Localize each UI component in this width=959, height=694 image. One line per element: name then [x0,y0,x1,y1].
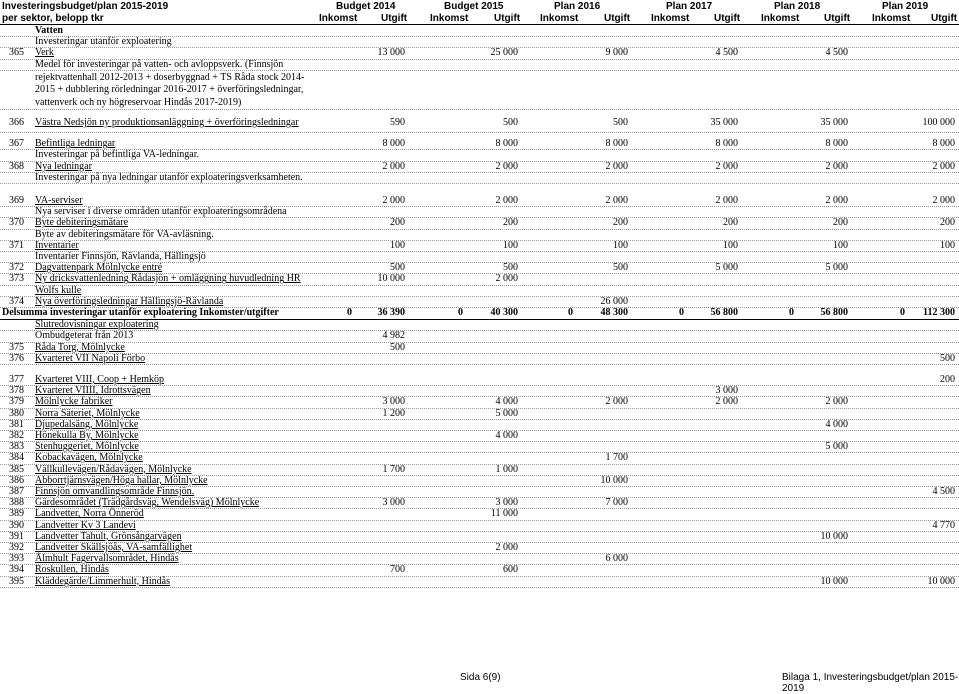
row-number: 366 [9,117,24,128]
utgift-cell-2016: 100 [613,239,628,251]
inkomst-col-header: Inkomst [430,13,469,24]
row-description: Vällkullevägen/Rådavägen, Mölnlycke [35,463,192,475]
utgift-cell-2015: 8 000 [495,138,518,150]
utgift-cell-2016: 8 000 [605,138,628,150]
row-description: Landvetter Skällsjöås, VA-samfällighet [35,542,193,553]
utgift-cell-2014: 2 000 [382,160,405,172]
utgift-cell-2014: 10 000 [377,273,405,285]
row-description: Dagvattenpark Mölnlycke entré [35,262,163,274]
row-description: Ålmhult Fagervallsområdet, Hindås [35,553,179,565]
inkomst-cell-2016: 0 [568,307,573,318]
row-number: 383 [9,441,24,453]
row-number: 395 [9,575,24,587]
row-description: Finnsjön omvandlingsområde Finnsjön. [35,486,195,497]
row-number: 368 [9,160,24,172]
row-description: Nya serviser i diverse områden utanför exploateringsområdena [35,206,287,218]
row-number: 369 [9,195,24,206]
table-header [0,0,959,25]
row-description: Delsumma investeringar utanför exploatering Inkomster/utgifter [2,307,279,318]
utgift-cell-2014: 3 000 [382,396,405,408]
row-number: 370 [9,217,24,229]
utgift-cell-2015: 25 000 [490,47,518,59]
utgift-cell-2017: 2 000 [715,396,738,408]
row-number: 381 [9,418,24,430]
utgift-cell-2016: 2 000 [605,195,628,206]
utgift-cell-2018: 4 000 [825,418,848,430]
utgift-cell-2015: 2 000 [495,195,518,206]
utgift-cell-2017: 200 [723,217,738,229]
utgift-cell-2017: 8 000 [715,138,738,150]
utgift-cell-2014: 4 982 [382,330,405,342]
inkomst-col-header: Inkomst [761,13,800,24]
row-number: 371 [9,239,24,251]
utgift-col-header: Utgift [931,13,958,24]
utgift-cell-2015: 5 000 [495,407,518,419]
period-header: Plan 2019 [882,1,929,12]
utgift-cell-2019: 500 [940,352,955,364]
row-number: 384 [9,452,24,464]
table-row [0,353,959,365]
inkomst-cell-2018: 0 [789,307,794,318]
row-description: Kvarteret VIII, Coop + Hemköp [35,374,165,385]
utgift-cell-2016: 9 000 [605,47,628,59]
utgift-col-header: Utgift [604,13,631,24]
utgift-cell-2018: 35 000 [820,117,848,128]
utgift-cell-2018: 5 000 [825,262,848,274]
row-number: 393 [9,553,24,565]
document-subtitle: per sektor, belopp tkr [2,13,104,24]
utgift-col-header: Utgift [494,13,521,24]
row-description: rejektvattenhall 2012-2013 + doserbyggnad + TS Råda stock 2014-2015 + dubblering rörledningar 2016-2017 + överföringsledningar, vattenverk och ny högreservoar Hindås 2017-2019) [35,71,305,108]
utgift-cell-2016: 500 [613,262,628,274]
row-description: Kvarteret VIIII, Idrottsvägen [35,385,151,397]
row-number: 391 [9,530,24,542]
row-number: 380 [9,407,24,419]
row-description: Byte av debiteringsmätare för VA-avläsning. [35,228,214,240]
row-description: Kobackavägen, Mölnlycke [35,452,143,464]
row-description: Byte debiteringsmätare [35,217,129,229]
row-description: Norra Säteriet, Mölnlycke [35,407,140,419]
utgift-cell-2018: 4 500 [825,47,848,59]
utgift-cell-2016: 6 000 [605,553,628,565]
row-description: Roskullen, Hindås [35,564,109,576]
utgift-cell-2019: 100 [940,239,955,251]
row-description: Gärdesområdet (Trädgårdsväg, Wendelsväg) Mölnlycke [35,497,260,509]
utgift-cell-2014: 1 200 [382,407,405,419]
utgift-cell-2015: 2 000 [495,542,518,553]
utgift-cell-2018: 100 [833,239,848,251]
utgift-cell-2014: 700 [390,564,405,576]
utgift-cell-2018: 2 000 [825,396,848,408]
utgift-cell-2019: 4 770 [932,519,955,531]
row-number: 382 [9,430,24,441]
inkomst-cell-2017: 0 [679,307,684,318]
utgift-cell-2015: 4 000 [495,396,518,408]
row-number: 378 [9,385,24,397]
utgift-cell-2018: 10 000 [820,530,848,542]
period-header: Budget 2014 [336,1,396,12]
utgift-cell-2018: 2 000 [825,195,848,206]
period-header: Plan 2018 [774,1,821,12]
row-description: Ny dricksvattenledning Rådasjön + omläggning huvudledning HR [35,273,301,285]
utgift-cell-2015: 200 [503,217,518,229]
row-description: Investeringar utanför exploatering [35,36,172,48]
period-header: Plan 2016 [554,1,601,12]
row-description: Verk [35,47,54,59]
row-description: Landvetter Kv 3 Landevi [35,519,136,531]
utgift-cell-2017: 56 800 [710,307,738,318]
utgift-cell-2014: 200 [390,217,405,229]
row-description: Befintliga ledningar [35,138,116,150]
row-description: Landvetter Tahult, Grönsångarvägen [35,530,182,542]
utgift-cell-2019: 2 000 [932,195,955,206]
row-number: 374 [9,295,24,307]
utgift-cell-2015: 500 [503,262,518,274]
utgift-cell-2019: 8 000 [932,138,955,150]
utgift-cell-2014: 500 [390,341,405,353]
utgift-cell-2016: 200 [613,217,628,229]
row-number: 376 [9,352,24,364]
utgift-cell-2019: 10 000 [927,575,955,587]
row-number: 377 [9,374,24,385]
utgift-cell-2016: 2 000 [605,396,628,408]
utgift-cell-2015: 1 000 [495,463,518,475]
row-number: 394 [9,564,24,576]
utgift-cell-2018: 10 000 [820,575,848,587]
utgift-cell-2018: 56 800 [820,307,848,318]
row-number: 375 [9,341,24,353]
utgift-cell-2019: 100 000 [922,117,955,128]
inkomst-cell-2014: 0 [347,307,352,318]
row-number: 390 [9,519,24,531]
row-number: 386 [9,474,24,486]
utgift-cell-2019: 200 [940,374,955,385]
row-number: 365 [9,47,24,59]
row-description: Investeringar på befintliga VA-ledningar. [35,149,200,161]
utgift-cell-2017: 3 000 [715,385,738,397]
table-row [0,172,959,184]
utgift-col-header: Utgift [714,13,741,24]
utgift-cell-2019: 112 300 [923,307,955,318]
utgift-cell-2019: 2 000 [932,160,955,172]
row-description: Inventarier Finnsjön, Rävlanda, Hällingsjö [35,251,206,262]
row-description: Vatten [35,25,63,36]
utgift-cell-2017: 4 500 [715,47,738,59]
row-number: 367 [9,138,24,150]
utgift-cell-2019: 200 [940,217,955,229]
utgift-cell-2015: 500 [503,117,518,128]
row-description: Medel för investeringar på vatten- och avloppsverk. (Finnsjön [35,58,284,70]
utgift-cell-2014: 3 000 [382,497,405,509]
utgift-cell-2016: 1 700 [605,452,628,464]
row-description: Mölnlycke fabriker [35,396,113,408]
row-number: 379 [9,396,24,408]
row-number: 385 [9,463,24,475]
inkomst-col-header: Inkomst [319,13,358,24]
utgift-cell-2014: 100 [390,239,405,251]
utgift-cell-2015: 600 [503,564,518,576]
period-header: Plan 2017 [666,1,713,12]
utgift-cell-2018: 8 000 [825,138,848,150]
row-number: 389 [9,508,24,520]
utgift-cell-2014: 36 390 [377,307,405,318]
row-description: Investeringar på nya ledningar utanför exploateringsverksamheten. [35,171,303,183]
utgift-cell-2016: 500 [613,117,628,128]
document-title: Investeringsbudget/plan 2015-2019 [2,1,169,12]
utgift-cell-2015: 2 000 [495,273,518,285]
utgift-cell-2015: 11 000 [490,508,518,520]
utgift-cell-2016: 26 000 [600,295,628,307]
utgift-cell-2014: 13 000 [377,47,405,59]
inkomst-col-header: Inkomst [540,13,579,24]
utgift-cell-2014: 8 000 [382,138,405,150]
row-description: Råda Torg, Mölnlycke [35,341,125,353]
table-row [0,70,959,110]
inkomst-col-header: Inkomst [651,13,690,24]
utgift-cell-2017: 2 000 [715,160,738,172]
utgift-cell-2014: 2 000 [382,195,405,206]
utgift-cell-2019: 4 500 [932,486,955,497]
table-row [0,576,959,588]
utgift-cell-2014: 1 700 [382,463,405,475]
row-description: Stenhuggeriet, Mölnlycke [35,441,139,453]
row-number: 388 [9,497,24,509]
row-number: 373 [9,273,24,285]
row-description: Nya ledningar [35,160,92,172]
utgift-cell-2015: 3 000 [495,497,518,509]
row-number: 392 [9,542,24,553]
utgift-cell-2018: 200 [833,217,848,229]
row-number: 387 [9,486,24,497]
page-number: Sida 6(9) [460,672,501,683]
utgift-cell-2016: 2 000 [605,160,628,172]
period-header: Budget 2015 [444,1,504,12]
inkomst-cell-2019: 0 [900,307,905,318]
row-description: Wolfs kulle [35,284,82,296]
utgift-cell-2015: 4 000 [495,430,518,441]
row-description: Abborrtjärnsvägen/Höga hallar, Mölnlycke [35,474,208,486]
utgift-cell-2015: 40 300 [490,307,518,318]
utgift-cell-2017: 5 000 [715,262,738,274]
row-description: Kläddegärde/Limmerhult, Hindås [35,575,170,587]
utgift-col-header: Utgift [381,13,408,24]
utgift-cell-2017: 100 [723,239,738,251]
utgift-cell-2017: 2 000 [715,195,738,206]
inkomst-cell-2015: 0 [458,307,463,318]
utgift-cell-2017: 35 000 [710,117,738,128]
utgift-col-header: Utgift [824,13,851,24]
row-number: 372 [9,262,24,274]
appendix-label: Bilaga 1, Investeringsbudget/plan 2015-2019 [782,672,959,694]
utgift-cell-2014: 500 [390,262,405,274]
utgift-cell-2014: 590 [390,117,405,128]
utgift-cell-2015: 2 000 [495,160,518,172]
utgift-cell-2015: 100 [503,239,518,251]
row-description: VA-serviser [35,195,83,206]
row-description: Kvarteret VII Napoli Förbo [35,352,146,364]
row-description: Ombudgeterat från 2013 [35,330,134,342]
row-description: Slutredovisningar exploatering [35,319,159,331]
utgift-cell-2016: 7 000 [605,497,628,509]
row-description: Landvetter, Norra Önneröd [35,508,144,520]
utgift-cell-2018: 2 000 [825,160,848,172]
row-description: Västra Nedsjön ny produktionsanläggning + överföringsledningar [35,117,299,128]
utgift-cell-2016: 10 000 [600,474,628,486]
row-description: Inventarier [35,239,79,251]
inkomst-col-header: Inkomst [872,13,911,24]
row-description: Djupedalsäng, Mölnlycke [35,418,139,430]
utgift-cell-2018: 5 000 [825,441,848,453]
row-description: Hönekulla By, Mölnlycke [35,430,139,441]
row-description: Nya överföringsledningar Hällingsjö-Rävlanda [35,295,224,307]
utgift-cell-2016: 48 300 [600,307,628,318]
table-row [0,117,959,133]
